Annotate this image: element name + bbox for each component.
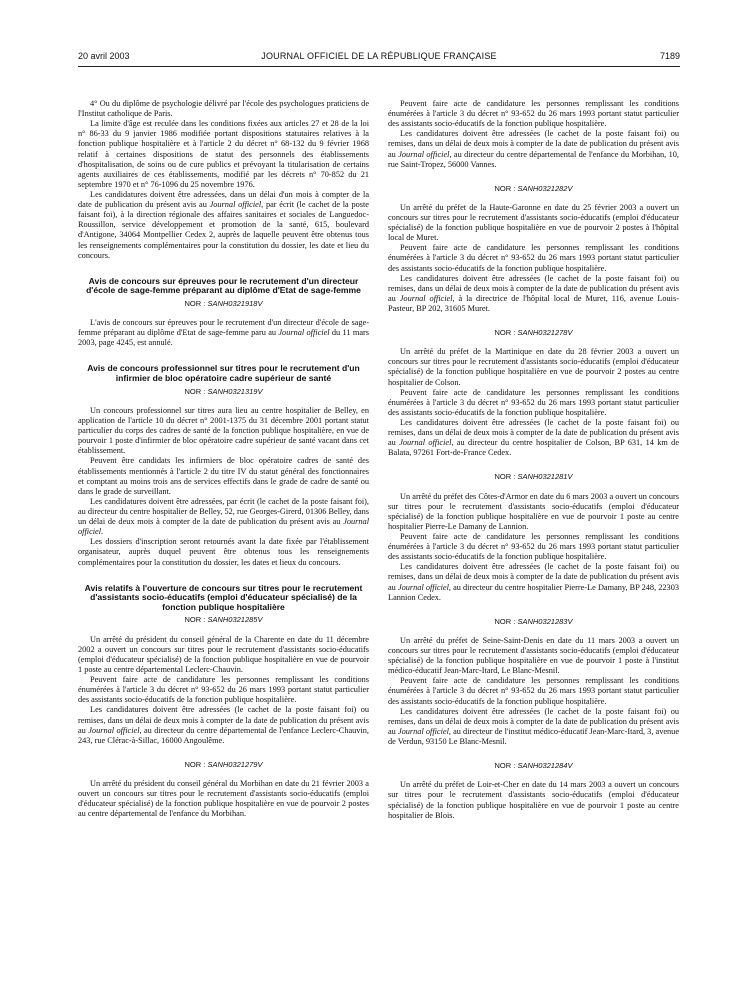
paragraph: Peuvent faire acte de candidature les personnes remplissant les conditions énumérées à l'article 3 du décret n° 93-652 du 26 mars 1993 portant statut particulier des assistants socio-éducatifs de la fonction publique hospitalière. — [388, 387, 679, 417]
paragraph: Les candidatures doivent être adressées (le cachet de la poste faisant foi) ou remises, dans un délai de deux mois à compter de la date de publication du présent avis au Journal officiel, au directeur du centre départemental de l'enfance Leclerc-Chauvin, 243, rue Clérac-à-Sillac, 16000 Angoulême. — [78, 705, 369, 745]
paragraph: Les dossiers d'inscription seront retournés avant la date fixée par l'établissement organisateur, auprès duquel peuvent être obtenus tous les renseignements complémentaires pour la constitution du dossier, les dates et lieux du concours. — [78, 537, 369, 567]
header-rule — [78, 66, 680, 67]
nor-reference: NOR : SANH0321281V — [494, 472, 573, 482]
nor-reference: NOR : SANH0321284V — [494, 761, 573, 771]
paragraph: Un arrêté du préfet de Loir-et-Cher en date du 14 mars 2003 a ouvert un concours sur titres pour le recrutement d'assistants socio-éducatifs (emploi d'éducateur spécialisé) de la fonction publique hospitalière en vue de pourvoir 1 poste au centre hospitalier de Blois. — [388, 780, 679, 820]
right-column — [388, 99, 679, 821]
paragraph: Un concours professionnel sur titres aura lieu au centre hospitalier de Belley, en application de l'article 10 du décret n° 2001-1375 du 31 décembre 2001 portant statut particulier du corps des cadres de santé de la fonction publique hospitalière, en vue de pourvoir 1 poste d'infirmier de bloc opératoire cadre supérieur de santé vacant dans cet établissement. — [78, 405, 369, 456]
nor-reference: NOR : SANH0321279V — [184, 759, 263, 769]
paragraph: Les candidatures doivent être adressées (le cachet de la poste faisant foi) ou remises, dans un délai de deux mois à compter de la date de publication du présent avis au Journal officiel, au directeur du centre hospitalier de Colson, BP 631, 14 km de Balata, 97261 Fort-de-France Cedex. — [388, 418, 680, 458]
journal-officiel-ref: Journal officiel — [209, 200, 262, 210]
paragraph: Peuvent faire acte de candidature les personnes remplissant les conditions énumérées à l'article 3 du décret n° 93-652 du 26 mars 1993 portant statut particulier des assistants socio-éducatifs de la fonction publique hospitalière. — [388, 243, 679, 273]
nor-reference: NOR : SANH0321283V — [494, 616, 573, 626]
section-title: Avis de concours professionnel sur titres pour le recrutement d'un infirmier de bloc opératoire cadre supérieur de santé — [87, 363, 360, 384]
paragraph: Peuvent faire acte de candidature les personnes remplissant les conditions énumérées à l'article 3 du décret n° 93-652 du 26 mars 1993 portant statut particulier des assistants socio-éducatifs de la fonction publique hospitalière. — [388, 532, 679, 562]
paragraph: Peuvent faire acte de candidature les personnes remplissant les conditions énumérées à l'article 3 du décret n° 93-652 du 26 mars 1993 portant statut particulier des assistants socio-éducatifs de la fonction publique hospitalière. — [78, 675, 369, 705]
paragraph: Les candidatures doivent être adressées (le cachet de la poste faisant foi) ou remises, dans un délai de deux mois à compter de la date de publication du présent avis au Journal officiel, au directeur du centre départemental de l'enfance du Morbihan, 10, rue Saint-Tropez, 56000 Vannes. — [388, 129, 679, 169]
paragraph: Peuvent faire acte de candidature les personnes remplissant les conditions énumérées à l'article 3 du décret n° 93-652 du 26 mars 1993 portant statut particulier des assistants socio-éducatifs de la fonction publique hospitalière. — [388, 676, 679, 706]
paragraph: Les candidatures doivent être adressées (le cachet de la poste faisant foi) ou remises, dans un délai de deux mois à compter de la date de publication du présent avis au Journal officiel, à la directrice de l'hôpital local de Muret, 116, avenue Louis-Pasteur, BP 202, 31605 Muret. — [388, 273, 679, 313]
paragraph: 4° Ou du diplôme de psychologie délivré par l'école des psychologues praticiens de l'Institut catholique de Paris. — [78, 99, 369, 119]
paragraph: Un arrêté du préfet de la Martinique en date du 28 février 2003 a ouvert un concours sur titres pour le recrutement d'assistants socio-éducatifs (emploi d'éducateur spécialisé) de la fonction publique hospitalière en vue de pourvoir 2 postes au centre hospitalier de Colson. — [388, 347, 679, 387]
left-column — [78, 99, 369, 819]
nor-reference: NOR : SANH0321918V — [184, 299, 263, 308]
paragraph: Un arrêté du président du conseil général de la Charente en date du 11 décembre 2002 a ouvert un concours sur titres pour le recrutement d'assistants socio-éducatifs (emploi d'éducateur spécialisé) de la fonction publique hospitalière en vue de pourvoir 1 poste au centre départemental Leclerc-Chauvin. — [78, 634, 369, 674]
paragraph: La limite d'âge est reculée dans les conditions fixées aux articles 27 et 28 de la loi n° 86-33 du 9 janvier 1986 modifiée portant dispositions statutaires relatives à la fonction publique hospitalière et à l'article 2 du décret n° 68-132 du 9 février 1968 relatif à certaines dispositions de statut des personnels des établissements d'hospitalisation, de soins ou de cure publics et prévoyant la titularisation de certains agents auxiliaires de ces établissements, modifié par les décrets n° 70-852 du 21 septembre 1970 et n° 76-1096 du 25 novembre 1976. — [78, 119, 369, 189]
paragraph: Un arrêté du préfet des Côtes-d'Armor en date du 6 mars 2003 a ouvert un concours sur titres pour le recrutement d'assistants socio-éducatifs (emploi d'éducateur spécialisé) de la fonction publique hospitalière en vue de pourvoir 1 poste au centre hospitalier Pierre-Le Damany de Lannion. — [388, 491, 679, 531]
paragraph: Les candidatures doivent être adressées (le cachet de la poste faisant foi) ou remises, dans un délai de deux mois à compter de la date de publication du présent avis au Journal officiel, au directeur du centre hospitalier Pierre-Le Damany, BP 248, 22303 Lannion Cedex. — [388, 562, 679, 602]
nor-reference: NOR : SANH0321285V — [184, 615, 263, 625]
section-title: Avis relatifs à l'ouverture de concours sur titres pour le recrutement d'assistants socio-éducatifs (emploi d'éducateur spécialisé) de la fonction publique hospitalière — [84, 582, 363, 612]
paragraph: Un arrêté du préfet de Seine-Saint-Denis en date du 11 mars 2003 a ouvert un concours sur titres pour le recrutement d'assistants socio-éducatifs (emploi d'éducateur spécialisé) de la fonction publique hospitalière en vue de pourvoir 1 poste à l'institut médico-éducatif Jean-Marc-Itard, Le Blanc-Mesnil. — [388, 635, 679, 676]
paragraph: Un arrêté du préfet de la Haute-Garonne en date du 25 février 2003 a ouvert un concours sur titres pour le recrutement d'assistants socio-éducatifs (emploi d'éducateur spécialisé) de la fonction publique hospitalière en vue de pourvoir 2 postes à l'hôpital local de Muret. — [388, 202, 679, 243]
nor-reference: NOR : SANH0321282V — [494, 183, 573, 193]
paragraph: Peuvent être candidats les infirmiers de bloc opératoire cadres de santé des établissements mentionnés à l'article 2 du titre IV du statut général des fonctionnaires et comptant au moins trois ans de services effectifs dans le grade de cadre de santé ou dans le grade de surveillant. — [78, 456, 369, 496]
page-header — [78, 51, 680, 65]
paragraph: Les candidatures doivent être adressées (le cachet de la poste faisant foi) ou remises, dans un délai de deux mois à compter de la date de publication du présent avis au Journal officiel, au directeur de l'institut médico-éducatif Jean-Marc-Itard, 3, avenue de Verdun, 93150 Le Blanc-Mesnil. — [388, 706, 679, 747]
section-title: Avis de concours sur épreuves pour le recrutement d'un directeur d'école de sage-femme préparant au diplôme d'Etat de sage-femme — [86, 275, 361, 296]
header-date: 20 avril 2003 — [78, 51, 130, 61]
paragraph: Les candidatures doivent être adressées, par écrit (le cachet de la poste faisant foi), au directeur du centre hospitalier de Belley, 52, rue Georges-Girerd, 01306 Belley, dans un délai de deux mois à compter de la date de publication du présent avis au Journal officiel. — [78, 496, 369, 537]
paragraph: Les candidatures doivent être adressées, dans un délai d'un mois à compter de la date de publication du présent avis au Journal officiel, par écrit (le cachet de la poste faisant foi), à la direction régionale des affaires sanitaires et sociales de Languedoc-Roussillon, service développement et promotion de la santé, 615, boulevard d'Antigone, 34064 Montpellier Cedex 2, auprès de laquelle peuvent être obtenus tous les renseignements complémentaires pour la constitution du dossier, les date et lieu du concours. — [78, 189, 369, 260]
paragraph: L'avis de concours sur épreuves pour le recrutement d'un directeur d'école de sage-femme préparant au diplôme d'Etat de sage-femme paru au Journal officiel du 11 mars 2003, page 4245, est annulé. — [78, 318, 369, 348]
journal-title: JOURNAL OFFICIEL DE LA RÉPUBLIQUE FRANÇAISE — [261, 51, 497, 61]
page-number: 7189 — [659, 51, 680, 61]
nor-reference: NOR : SANH0321319V — [184, 386, 263, 396]
paragraph: Peuvent faire acte de candidature les personnes remplissant les conditions énumérées à l'article 3 du décret n° 93-652 du 26 mars 1993 portant statut particulier des assistants socio-éducatifs de la fonction publique hospitalière. — [388, 99, 679, 129]
paragraph: Un arrêté du président du conseil général du Morbihan en date du 21 février 2003 a ouvert un concours sur titres pour le recrutement d'assistants socio-éducatifs (emploi d'éducateur spécialisé) de la fonction publique hospitalière en vue de pourvoir 2 postes au centre départemental de l'enfance du Morbihan. — [78, 778, 369, 819]
nor-reference: NOR : SANH0321278V — [494, 328, 573, 338]
